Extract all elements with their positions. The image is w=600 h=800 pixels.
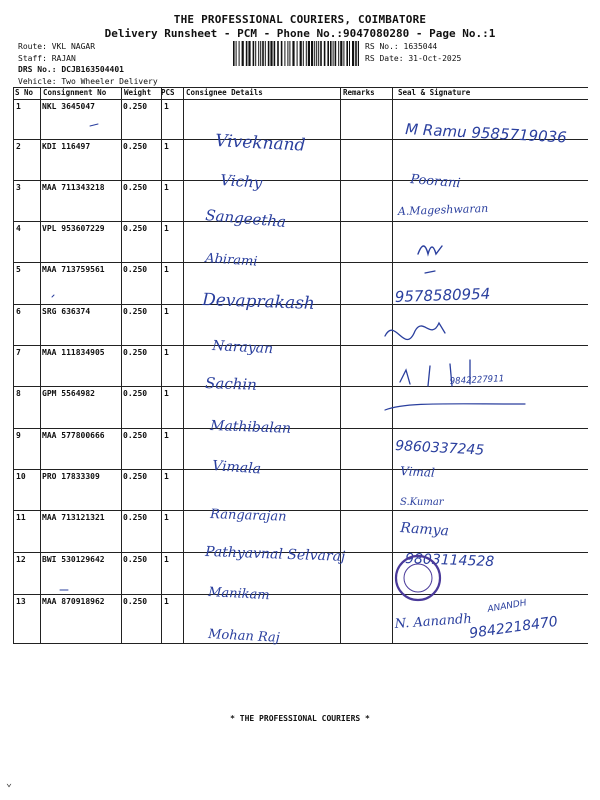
consignee-handwriting: Vimala xyxy=(211,458,262,478)
row-sno: 1 xyxy=(16,102,21,111)
row-pcs: 1 xyxy=(164,265,169,274)
row-weight: 0.250 xyxy=(123,389,148,398)
row-weight: 0.250 xyxy=(123,348,148,357)
consignee-handwriting: Rangarajan xyxy=(209,507,287,525)
row-weight: 0.250 xyxy=(123,472,148,481)
signature-handwriting: M Ramu 9585719036 xyxy=(404,120,568,147)
row-pcs: 1 xyxy=(164,102,169,111)
signature-handwriting: Ramya xyxy=(399,520,450,540)
consignee-handwriting: Mathibalan xyxy=(209,418,292,437)
runsheet-subtitle: Delivery Runsheet - PCM - Phone No.:9047080280 - Page No.:1 xyxy=(104,27,496,40)
row-weight: 0.250 xyxy=(123,183,148,192)
staff-label: Staff: RAJAN xyxy=(18,53,76,63)
consignee-handwriting: Vichy xyxy=(219,171,263,192)
signature-handwriting: ANANDH xyxy=(486,598,528,615)
signature-handwriting: N. Aanandh xyxy=(394,611,473,632)
row-consignment: MAA 577800666 xyxy=(42,431,105,440)
row-sno: 2 xyxy=(16,142,21,151)
consignee-handwriting: Sangeetha xyxy=(204,206,287,232)
row-weight: 0.250 xyxy=(123,597,148,606)
signature-scribble xyxy=(425,271,435,273)
signature-handwriting: 9842227911 xyxy=(449,374,505,387)
row-sno: 12 xyxy=(16,555,26,564)
row-sno: 6 xyxy=(16,307,21,316)
row-sno: 9 xyxy=(16,431,21,440)
consignee-handwriting: Viveknand xyxy=(214,131,306,156)
signature-handwriting: 9842218470 xyxy=(468,613,559,642)
seal-stamp xyxy=(404,564,432,592)
row-pcs: 1 xyxy=(164,348,169,357)
signature-handwriting: Vimal xyxy=(399,464,436,480)
row-pcs: 1 xyxy=(164,555,169,564)
rs-number: RS No.: 1635044 xyxy=(365,42,438,51)
row-pcs: 1 xyxy=(164,513,169,522)
header-consignee: Consignee Details xyxy=(186,88,263,97)
signature-scribble xyxy=(385,404,525,410)
row-pcs: 1 xyxy=(164,472,169,481)
row-pcs: 1 xyxy=(164,224,169,233)
footer-text: * THE PROFESSIONAL COURIERS * xyxy=(230,714,370,723)
row-consignment: MAA 111834905 xyxy=(42,348,105,357)
consignee-handwriting: Pathyavnal Selvaraj xyxy=(204,544,346,565)
row-consignment: KDI 116497 xyxy=(42,142,91,151)
consignee-handwriting: Abirami xyxy=(204,251,258,270)
row-consignment: MAA 713121321 xyxy=(42,513,105,522)
signature-handwriting: 9803114528 xyxy=(404,551,495,571)
row-weight: 0.250 xyxy=(123,555,148,564)
row-sno: 11 xyxy=(16,513,26,522)
drs-number: DRS No.: DCJB163504401 xyxy=(18,65,124,74)
row-sno: 3 xyxy=(16,183,21,192)
header-consignment: Consignment No xyxy=(43,88,107,97)
signature-handwriting: 9578580954 xyxy=(394,284,491,306)
route-label: Route: VKL NAGAR xyxy=(18,42,96,51)
consignee-handwriting: Sachin xyxy=(204,374,258,394)
company-title: THE PROFESSIONAL COURIERS, COIMBATORE xyxy=(173,13,427,26)
signature-handwriting: Poorani xyxy=(409,172,462,192)
consignee-handwriting: Manikam xyxy=(207,585,271,604)
row-weight: 0.250 xyxy=(123,102,148,111)
signature-scribble xyxy=(418,246,442,254)
row-sno: 7 xyxy=(16,348,21,357)
pen-tick xyxy=(52,295,54,297)
header-seal: Seal & Signature xyxy=(398,88,471,97)
consignee-handwriting: Narayan xyxy=(211,338,274,358)
vehicle-label: Vehicle: Two Wheeler Delivery xyxy=(18,76,158,86)
row-weight: 0.250 xyxy=(123,224,148,233)
consignee-handwriting: Mohan Raj xyxy=(207,627,281,646)
header-sno: S No xyxy=(15,88,34,97)
rs-date: RS Date: 31-Oct-2025 xyxy=(365,54,462,63)
signature-handwriting: S.Kumar xyxy=(400,497,444,508)
row-consignment: SRG 636374 xyxy=(42,307,91,316)
header-remarks: Remarks xyxy=(343,88,375,97)
row-weight: 0.250 xyxy=(123,265,148,274)
row-weight: 0.250 xyxy=(123,431,148,440)
row-weight: 0.250 xyxy=(123,142,148,151)
row-pcs: 1 xyxy=(164,307,169,316)
row-pcs: 1 xyxy=(164,183,169,192)
row-weight: 0.250 xyxy=(123,513,148,522)
row-consignment: MAA 870918962 xyxy=(42,597,105,606)
row-consignment: VPL 953607229 xyxy=(42,224,105,233)
row-sno: 8 xyxy=(16,389,21,398)
row-weight: 0.250 xyxy=(123,307,148,316)
row-sno: 5 xyxy=(16,265,21,274)
row-pcs: 1 xyxy=(164,597,169,606)
row-consignment: NKL 3645047 xyxy=(42,102,95,111)
row-sno: 13 xyxy=(16,597,26,606)
row-sno: 4 xyxy=(16,224,21,233)
header-weight: Weight xyxy=(124,88,152,97)
signature-handwriting: 9860337245 xyxy=(394,438,485,459)
corner-mark: ⌄ xyxy=(6,778,13,789)
row-consignment: MAA 711343218 xyxy=(42,183,105,192)
signature-scribble xyxy=(385,323,445,340)
header-pcs: PCS xyxy=(161,88,175,97)
row-pcs: 1 xyxy=(164,142,169,151)
row-pcs: 1 xyxy=(164,389,169,398)
row-pcs: 1 xyxy=(164,431,169,440)
row-consignment: PRO 17833309 xyxy=(42,472,100,481)
row-consignment: MAA 713759561 xyxy=(42,265,105,274)
consignee-handwriting: Devaprakash xyxy=(201,290,316,314)
row-consignment: GPM 5564982 xyxy=(42,389,95,398)
row-sno: 10 xyxy=(16,472,26,481)
signature-handwriting: A.Mageshwaran xyxy=(397,201,489,218)
row-consignment: BWI 530129642 xyxy=(42,555,105,564)
pen-tick xyxy=(90,124,98,126)
